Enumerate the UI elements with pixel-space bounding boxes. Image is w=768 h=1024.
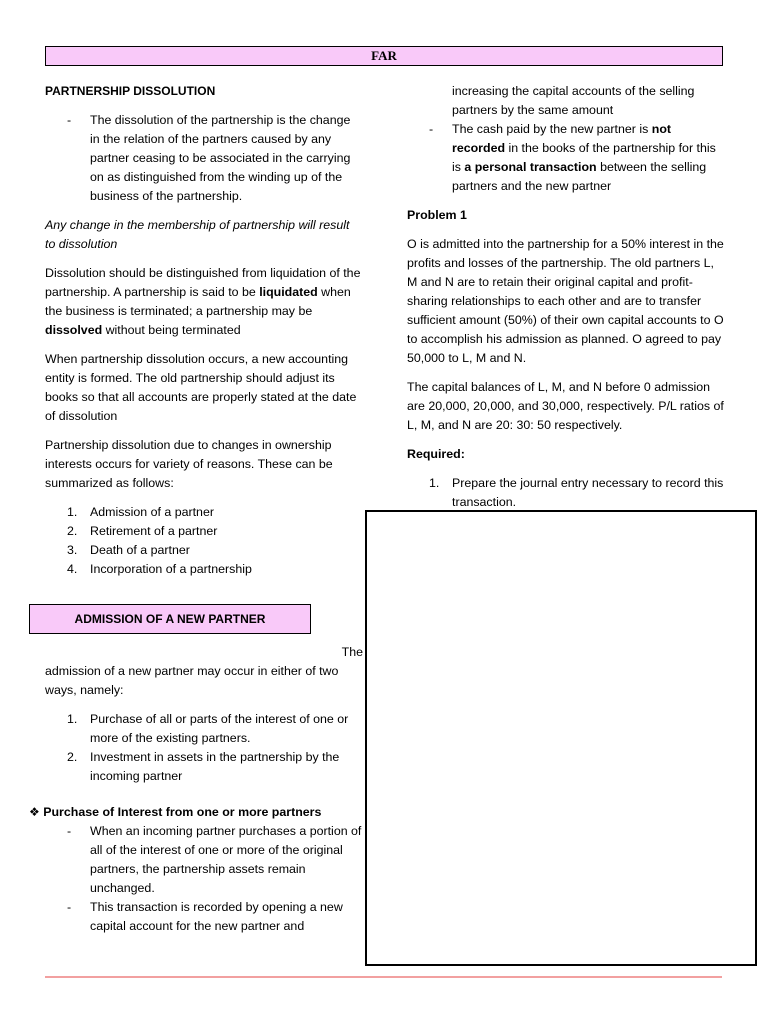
continued-text: increasing the capital accounts of the selling partners by the same amount	[452, 84, 695, 117]
right-column	[407, 82, 725, 512]
purchase-heading	[29, 803, 363, 822]
list-item: - The cash paid by the new partner is not recorded in the books of the partnership for this is a personal transaction between the selling partners and the new partner	[407, 120, 725, 196]
problem-title: Problem 1	[407, 208, 467, 222]
ways-list	[45, 710, 363, 786]
required-label: Required:	[407, 447, 465, 461]
list-item: 1. Prepare the journal entry necessary to record this transaction.	[429, 476, 724, 509]
capital-text: The capital balances of L, M, and N before 0 admission are 20,000, 20,000, and 30,000, respectively. P/L ratios of L, M, and N are 20: 30: 50 respectively.	[407, 380, 724, 432]
list-item: 3. Death of a partner	[67, 543, 190, 557]
purchase-points	[45, 822, 363, 936]
list-item: 2. Investment in assets in the partnership by the incoming partner	[67, 750, 340, 783]
purchase-heading-text: Purchase of Interest from one or more partners	[43, 805, 322, 819]
list-item: - When an incoming partner purchases a portion of all of the interest of one or more of the original partners, the partnership assets remain unchanged.	[45, 822, 363, 898]
definition-item: - The dissolution of the partnership is the change in the relation of the partners caused by any partner ceasing to be associated in the carrying on as distinguished from the winding up of the business of the partnership.	[45, 111, 363, 206]
answer-box	[365, 510, 757, 966]
page-header-bar	[45, 46, 723, 66]
footer-divider	[45, 976, 722, 978]
left-column	[45, 82, 363, 579]
list-item: - This transaction is recorded by opening a new capital account for the new partner and	[45, 898, 363, 936]
admission-rest: admission of a new partner may occur in either of two ways, namely:	[45, 664, 339, 697]
definition-list	[45, 111, 363, 206]
reasons-list	[45, 503, 363, 579]
reasons-intro: Partnership dissolution due to changes in ownership interests occurs for variety of reasons. These can be summarized as follows:	[45, 438, 333, 490]
admission-section-title: ADMISSION OF A NEW PARTNER	[29, 604, 311, 634]
admission-the: The	[341, 645, 363, 659]
list-item: 2. Retirement of a partner	[67, 524, 218, 538]
list-item: 1. Admission of a partner	[67, 505, 214, 519]
admission-intro	[45, 643, 363, 786]
liquidation-paragraph: Dissolution should be distinguished from liquidation of the partnership. A partnership is said to be liquidated when the business is terminated; a partnership may be dissolved without being terminated	[45, 266, 361, 337]
list-item: 1. Purchase of all or parts of the interest of one or more of the existing partners.	[67, 712, 349, 745]
header-title: FAR	[371, 48, 397, 63]
diamond-bullet-icon: ❖	[29, 805, 40, 819]
italic-note: Any change in the membership of partnership will result to dissolution	[45, 218, 350, 251]
section-heading-dissolution: PARTNERSHIP DISSOLUTION	[45, 84, 216, 98]
list-item: 4. Incorporation of a partnership	[67, 562, 252, 576]
entity-paragraph: When partnership dissolution occurs, a new accounting entity is formed. The old partnership should adjust its books so that all accounts are properly stated at the date of dissolution	[45, 352, 357, 423]
cash-list	[407, 120, 725, 196]
problem-text: O is admitted into the partnership for a 50% interest in the profits and losses of the partnership. The old partners L, M and N are to retain their original capital and profit-sharing relationships to each other and are to transfer sufficient amount (50%) of their own capital accounts to O to accomplish his admission as planned. O agreed to pay 50,000 to L, M and N.	[407, 237, 724, 365]
required-list	[407, 474, 725, 512]
